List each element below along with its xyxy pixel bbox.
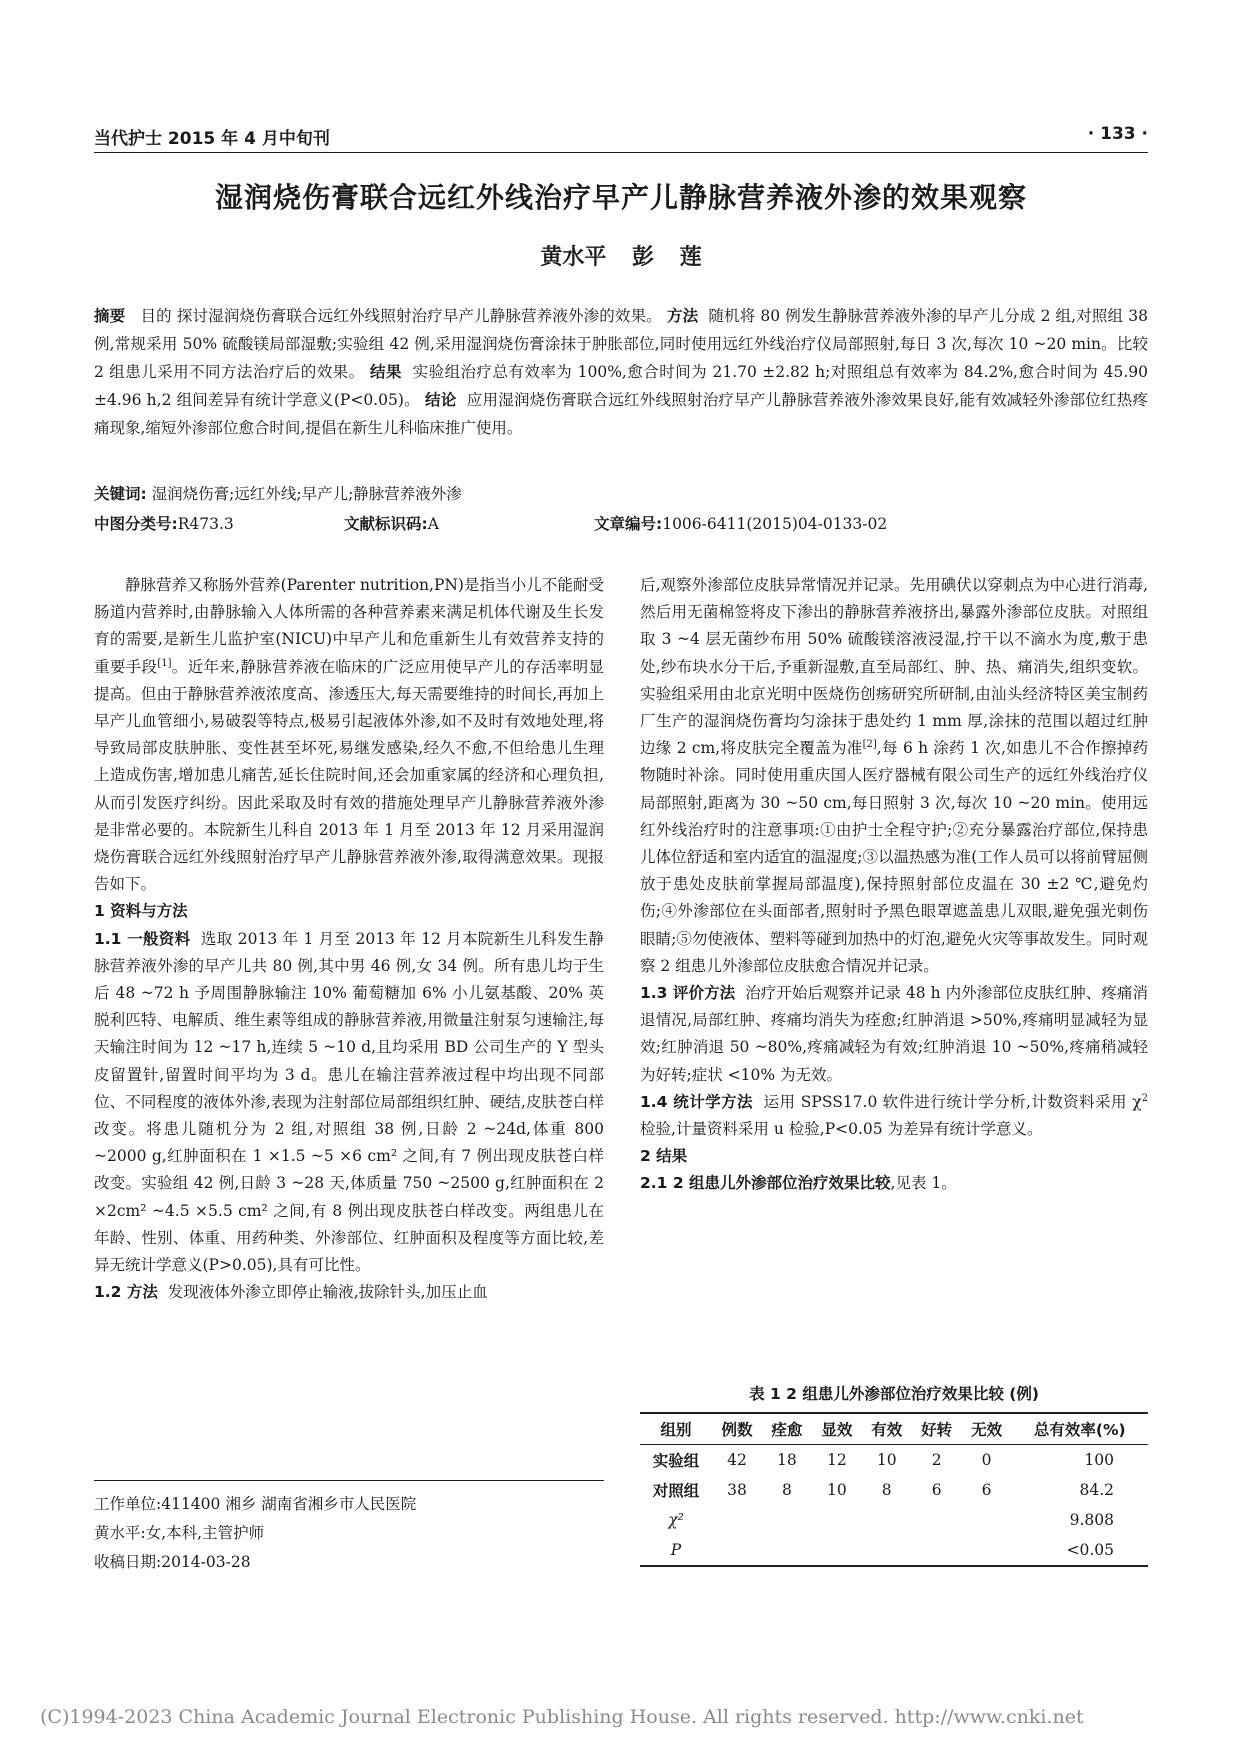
abstract-results: 实验组治疗总有效率为 100%,愈合时间为 21.70 ±2.82 h;对照组总有效率为 84.2%,愈合时间为 45.90 ±4.96 h,2 组间差异有统计学意义(P<0.05)。 <box>94 363 1148 409</box>
article-label: 文章编号: <box>594 515 663 533</box>
article-value: 1006-6411(2015)04-0133-02 <box>662 515 888 533</box>
doc-label: 文献标识码: <box>344 515 428 533</box>
authors: 黄水平 彭 莲 <box>540 245 702 270</box>
section-1-4: 1.4 统计学方法 运用 SPSS17.0 软件进行统计学分析,计数资料采用 $\chi^2$ 检验,计量资料采用 u 检验,P<0.05 为差异有统计学意义。 <box>640 1092 1148 1139</box>
intro-paragraph: 静脉营养又称肠外营养(Parenter nutrition,PN)是指当小儿不能耐受肠道内营养时,由静脉输入人体所需的各种营养素来满足机体代谢及生长发育的需要,是新生儿监护室(NICU)中早产儿和危重新生儿有效营养支持的重要手段[1]。近年来,静脉营养液在临床的广泛应用使早产儿的存活率明显提高。但由于静脉营养液浓度高、渗透压大,每天需要维持的时间长,再加上早产儿血管细小,易破裂等特点,极易引起液体外渗,如不及时有效地处理,将导致局部皮肤肿胀、变性甚至坏死,易继发感染,经久不愈,不但给患儿生理上造成伤害,增加患儿痛苦,延长住院时间,还会加重家属的经济和心理负担,从而引发医疗纠纷。因此采取及时有效的措施处理早产儿静脉营养液外渗是非常必要的。本院新生儿科自 2013 年 1 月至 2013 年 12 月采用湿润烧伤膏联合远红外线照射治疗早产儿静脉营养液外渗,取得满意效果。现报告如下。 <box>94 576 604 894</box>
p-label: P <box>640 1535 712 1566</box>
results-label: 结果 <box>369 363 402 381</box>
running-header <box>94 118 1148 153</box>
abstract-objective: 目的 探讨湿润烧伤膏联合远红外线照射治疗早产儿静脉营养液外渗的效果。 <box>140 307 662 325</box>
col-marked: 显效 <box>812 1413 862 1445</box>
col-total-rate: 总有效率(%) <box>1012 1413 1148 1445</box>
table-header-row <box>640 1413 1148 1445</box>
section-2-heading: 2 结果 <box>640 1147 688 1166</box>
section-1-heading: 1 资料与方法 <box>94 902 188 921</box>
author-info: 黄水平:女,本科,主管护师 <box>94 1524 265 1542</box>
section-2-1: 2.1 2 组患儿外渗部位治疗效果比较,见表 1。 <box>640 1174 957 1193</box>
abstract <box>94 302 1148 442</box>
section-1-4-label: 1.4 统计学方法 <box>640 1092 753 1111</box>
col-improved: 好转 <box>912 1413 962 1445</box>
conclusion-label: 结论 <box>425 391 457 409</box>
clc-number <box>94 512 234 534</box>
col-cured: 痊愈 <box>762 1413 812 1445</box>
affiliation: 工作单位:411400 湘乡 湖南省湘乡市人民医院 <box>94 1495 417 1513</box>
section-1-1: 1.1 一般资料 选取 2013 年 1 月至 2013 年 12 月本院新生儿科发生静脉营养液外渗的早产儿共 80 例,其中男 46 例,女 34 例。所有患儿均于生后 48 ~72 h 予周围静脉输注 10% 葡萄糖加 6% 小儿氨基酸、20% 英脱利匹特、电解质、维生素等组成的静脉营养液,用微量注射泵匀速输注,每天输注时间为 12 ~17 h,连续 5 ~10 d,且均采用 BD 公司生产的 Y 型头皮留置针,留置时间平均为 3 d。患儿在输注营养液过程中均出现不同部位、不同程度的液体外渗,表现为注射部位局部组织红肿、硬结,皮肤苍白样改变。将患儿随机分为 2 组,对照组 38 例,日龄 2 ~24d,体重 800 ~2000 g,红肿面积在 1 ×1.5 ~5 ×6 cm² 之间,有 7 例出现皮肤苍白样改变。实验组 42 例,日龄 3 ~28 天,体质量 750 ~2500 g,红肿面积在 2 ×2cm² ~4.5 ×5.5 cm² 之间,有 8 例出现皮肤苍白样改变。两组患儿在年龄、性别、体重、用药种类、外渗部位、红肿面积及程度等方面比较,差异无统计学意义(P>0.05),具有可比性。 <box>94 929 604 1275</box>
section-1-2-label: 1.2 方法 <box>94 1283 158 1302</box>
doc-value: A <box>427 515 439 533</box>
clc-label: 中图分类号: <box>94 515 178 533</box>
table-row: 对照组 38 8 10 8 6 6 84.2 <box>652 1481 1114 1500</box>
footnotes <box>94 1490 604 1577</box>
keywords-text: 湿润烧伤膏;远红外线;早产儿;静脉营养液外渗 <box>151 485 462 503</box>
abstract-conclusion: 应用湿润烧伤膏联合远红外线照射治疗早产儿静脉营养液外渗效果良好,能有效减轻外渗部位红热疼痛现象,缩短外渗部位愈合时间,提倡在新生儿科临床推广使用。 <box>94 391 1148 437</box>
keywords-label: 关键词: <box>94 485 147 503</box>
page-number: · 133 · <box>1087 124 1148 144</box>
section-1-3: 1.3 评价方法 治疗开始后观察并记录 48 h 内外渗部位皮肤红肿、疼痛消退情况,局部红肿、疼痛均消失为痊愈;红肿消退 >50%,疼痛明显减轻为显效;红肿消退 50 ~80%,疼痛减轻为有效;红肿消退 10 ~50%,疼痛稍减轻为好转;症状 <10% 为无效。 <box>640 984 1148 1084</box>
col-group: 组别 <box>640 1413 712 1445</box>
document-code <box>344 512 439 534</box>
left-column <box>94 572 604 1306</box>
copyright-footer: (C)1994-2023 China Academic Journal Electronic Publishing House. All rights reserved. http://www.cnki.net <box>40 1706 1084 1728</box>
received-date: 收稿日期:2014-03-28 <box>94 1553 251 1571</box>
table-row: 实验组 42 18 12 10 2 0 100 <box>652 1451 1114 1470</box>
methods-label: 方法 <box>666 307 699 325</box>
right-column <box>640 572 1148 1198</box>
chi-square-label: χ² <box>668 1511 684 1529</box>
section-2-1-label: 2.1 2 组患儿外渗部位治疗效果比较 <box>640 1174 891 1193</box>
citation-2: [2] <box>862 739 877 751</box>
col-cases: 例数 <box>712 1413 762 1445</box>
table-row-chi-square <box>640 1505 1148 1535</box>
chi-square-value: 9.808 <box>1069 1511 1114 1529</box>
citation-1: [1] <box>157 657 172 669</box>
keywords <box>94 482 1148 504</box>
table-caption: 表 1 2 组患儿外渗部位治疗效果比较 (例) <box>749 1385 1039 1403</box>
section-1-1-label: 1.1 一般资料 <box>94 929 191 948</box>
section-1-2: 1.2 方法 发现液体外渗立即停止输液,拔除针头,加压止血 <box>94 1283 488 1302</box>
table-row-p <box>640 1535 1148 1566</box>
col-ineffective: 无效 <box>962 1413 1012 1445</box>
col-effective: 有效 <box>862 1413 912 1445</box>
article-title: 湿润烧伤膏联合远红外线治疗早产儿静脉营养液外渗的效果观察 <box>214 181 1027 214</box>
section-1-3-label: 1.3 评价方法 <box>640 984 736 1003</box>
p-value: <0.05 <box>1012 1535 1148 1566</box>
results-table <box>640 1412 1148 1567</box>
clc-value: R473.3 <box>177 515 234 533</box>
journal-issue: 当代护士 2015 年 4 月中旬刊 <box>94 129 330 149</box>
footnote-divider <box>94 1480 604 1481</box>
abstract-label: 摘要 <box>94 307 126 325</box>
section-1-2-continued: 后,观察外渗部位皮肤异常情况并记录。先用碘伏以穿刺点为中心进行消毒,然后用无菌棉签将皮下渗出的静脉营养液挤出,暴露外渗部位皮肤。对照组取 3 ~4 层无菌纱布用 50% 硫酸镁溶液浸湿,拧干以不滴水为度,敷于患处,纱布块水分干后,予重新湿敷,直至局部红、肿、热、痛消失,组织变软。实验组采用由北京光明中医烧伤创疡研究所研制,由汕头经济特区美宝制药厂生产的湿润烧伤膏均匀涂抹于患处约 1 mm 厚,涂抹的范围以超过红肿边缘 2 cm,将皮肤完全覆盖为准[2],每 6 h 涂药 1 次,如患儿不合作擦掉药物随时补涂。同时使用重庆国人医疗器械有限公司生产的远红外线治疗仪局部照射,距离为 30 ~50 cm,每日照射 3 次,每次 10 ~20 min。使用远红外线治疗时的注意事项:①由护士全程守护;②充分暴露治疗部位,保持患儿体位舒适和室内适宜的温湿度;③以温热感为准(工作人员可以将前臂屈侧放于患处皮肤前掌握局部温度),保持照射部位皮温在 30 ±2 ℃,避免灼伤;④外渗部位在头面部者,照射时予黑色眼罩遮盖患儿双眼,避免强光刺伤眼睛;⑤勿使液体、塑料等碰到加热中的灯泡,避免火灾等事故发生。同时观察 2 组患儿外渗部位皮肤愈合情况并记录。 <box>640 576 1148 975</box>
abstract-methods: 随机将 80 例发生静脉营养液外渗的早产儿分成 2 组,对照组 38 例,常规采用 50% 硫酸镁局部湿敷;实验组 42 例,采用湿润烧伤膏涂抹于肿胀部位,同时使用远红外线治疗仪局部照射,每日 3 次,每次 10 ~20 min。比较 2 组患儿采用不同方法治疗后的效果。 <box>94 307 1148 381</box>
classification-row <box>94 512 1148 538</box>
article-number <box>594 512 887 534</box>
